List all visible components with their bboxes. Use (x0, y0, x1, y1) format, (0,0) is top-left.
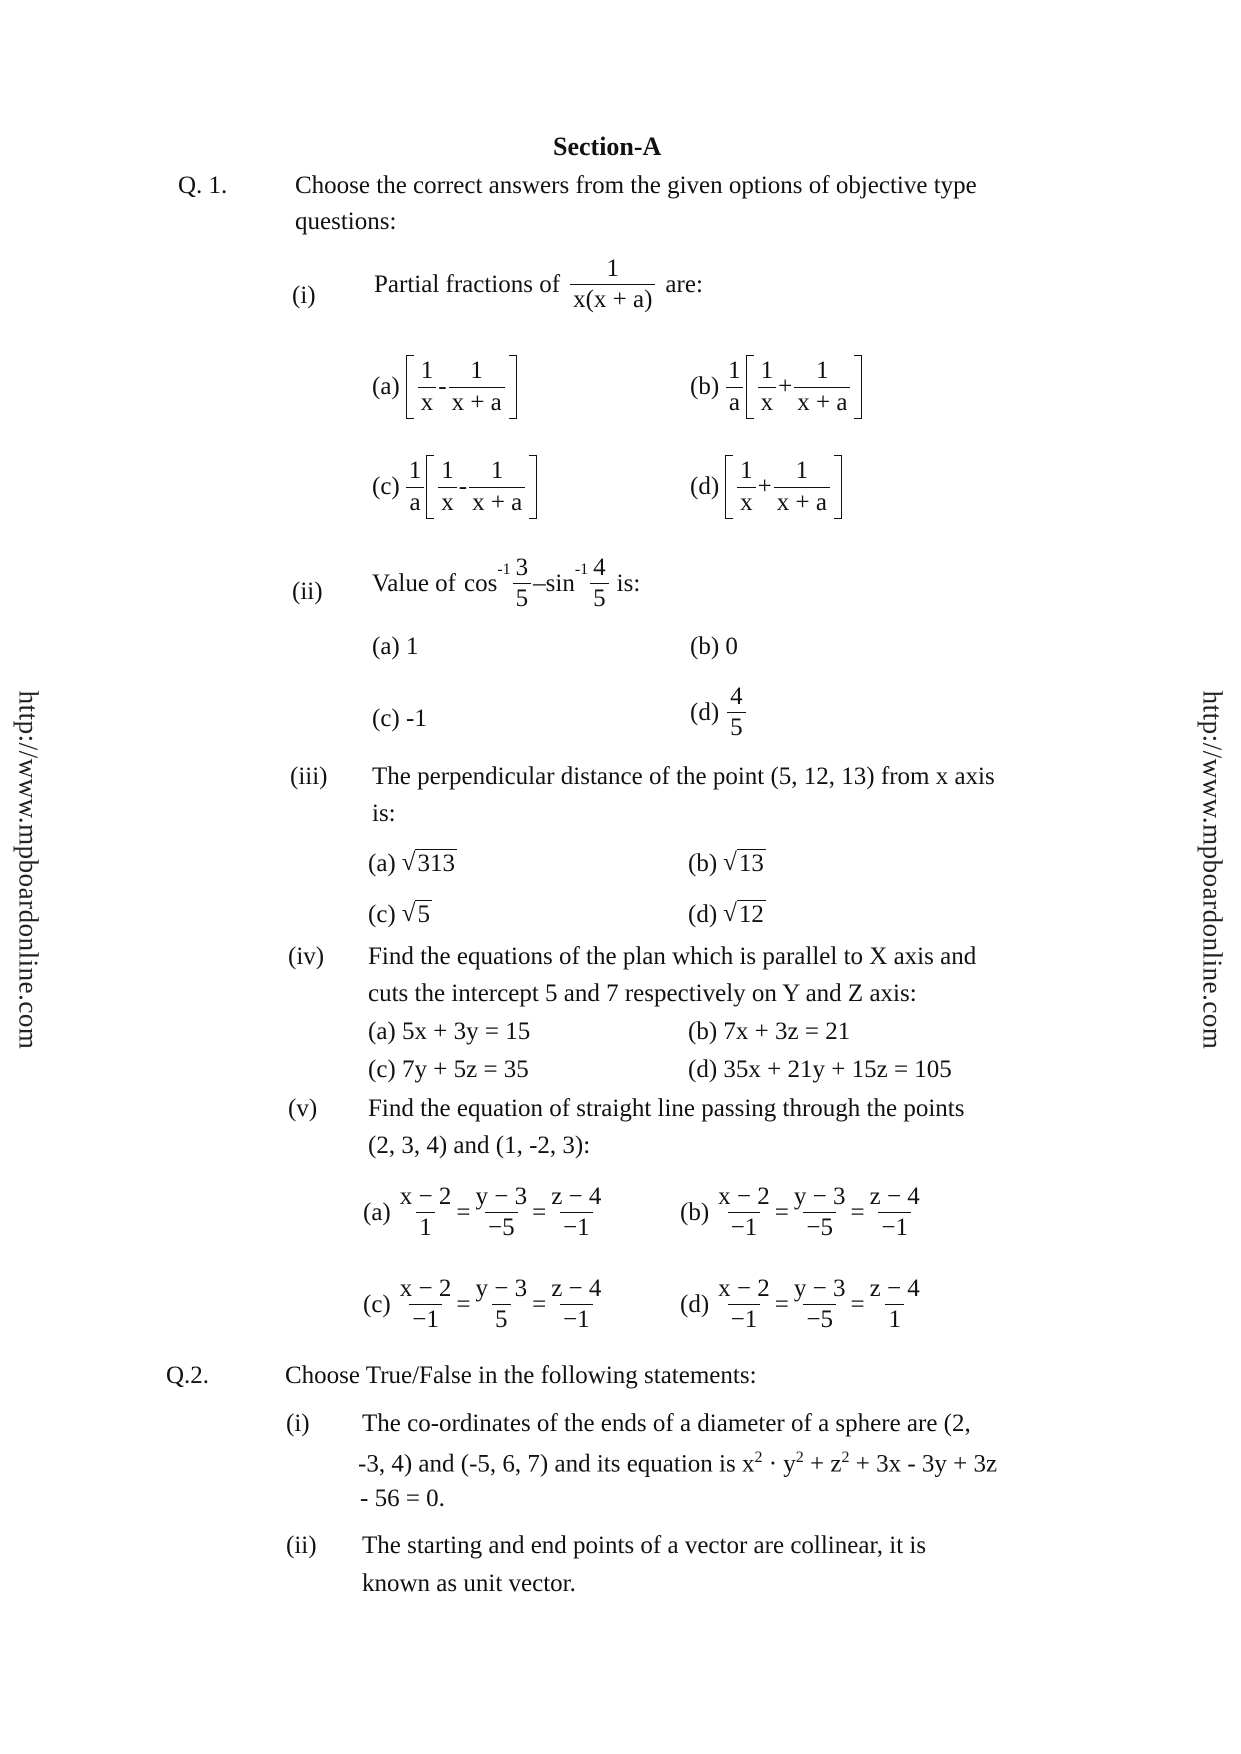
fraction-denominator: −1 (728, 1212, 761, 1241)
fraction-numerator: 4 (593, 554, 606, 581)
operator: + (757, 473, 772, 500)
q1-iii-option-d (688, 900, 766, 929)
equals: = (850, 1290, 865, 1318)
q2-ii-label: (ii) (286, 1532, 317, 1559)
watermark-left: http://www.mpboardonline.com (13, 690, 44, 1050)
fraction (418, 358, 437, 416)
q2-ii-line1: The starting and end points of a vector are collinear, it is (362, 1532, 927, 1559)
option-label: (d) (690, 473, 720, 500)
fraction-numerator: 1 (728, 357, 741, 385)
fraction-denominator: −5 (485, 1212, 518, 1241)
inverse-superscript: -1 (574, 561, 589, 578)
q1-iv-option-c: (c) 7y + 5z = 35 (368, 1056, 529, 1083)
fraction-numerator: y − 3 (793, 1183, 846, 1210)
inverse-superscript: -1 (497, 561, 511, 578)
fraction-denominator: x (438, 487, 457, 516)
fraction (449, 358, 505, 416)
fraction-numerator: 1 (795, 457, 809, 485)
q1-v-option-c (363, 1276, 606, 1334)
radicand: 13 (738, 850, 764, 877)
root-sign: √ (723, 900, 737, 927)
fraction-numerator: 1 (408, 457, 422, 485)
q1-i-label: (i) (292, 282, 316, 309)
q1-ii-text-before: Value of (372, 569, 456, 597)
superscript: 2 (754, 1449, 763, 1466)
fraction (727, 684, 746, 742)
text: + 3x - 3y + 3z (849, 1450, 998, 1478)
fraction-denominator: −1 (878, 1212, 911, 1241)
q1-v-option-b (680, 1184, 925, 1242)
q1-ii-option-d (690, 684, 748, 742)
equals: = (456, 1198, 471, 1226)
q1-iv-text-line1: Find the equations of the plan which is parallel to X axis and (368, 943, 977, 970)
option-label: (d) (680, 1290, 710, 1318)
fraction-numerator: y − 3 (475, 1183, 528, 1210)
q1-i-option-c (372, 455, 537, 519)
option-label: (c) (372, 473, 400, 500)
fraction-denominator: x + a (794, 387, 850, 416)
q2-prompt: Choose True/False in the following statements: (285, 1362, 757, 1389)
fraction-denominator: −1 (409, 1304, 442, 1333)
left-bracket (406, 355, 414, 419)
fraction-numerator: 3 (515, 554, 529, 581)
fraction-numerator: x − 2 (399, 1275, 452, 1302)
fraction (774, 458, 830, 516)
q1-iv-option-b: (b) 7x + 3z = 21 (688, 1018, 851, 1045)
fraction-numerator: 1 (420, 357, 434, 385)
fraction (590, 555, 609, 613)
q1-iv-text-line2: cuts the intercept 5 and 7 respectively on Y and Z axis: (368, 980, 917, 1007)
fraction-denominator: x (758, 387, 777, 416)
fraction-numerator: z − 4 (551, 1183, 602, 1210)
fraction-numerator: z − 4 (869, 1183, 920, 1210)
fraction (715, 1184, 773, 1242)
q2-i-line3: - 56 = 0. (360, 1485, 445, 1512)
fraction-denominator: 5 (727, 712, 746, 741)
q1-number: Q. 1. (178, 172, 228, 199)
q2-i-label: (i) (286, 1410, 310, 1437)
fraction-denominator: x + a (469, 487, 525, 516)
option-label: (c) (363, 1290, 391, 1318)
fraction-denominator: a (406, 487, 423, 516)
q1-prompt-line1: Choose the correct answers from the given options of objective type (295, 172, 977, 199)
fraction (438, 458, 457, 516)
text: -3, 4) and (-5, 6, 7) and its equation is x (358, 1450, 755, 1478)
fraction-denominator: −1 (560, 1212, 593, 1241)
watermark-right: http://www.mpboardonline.com (1197, 690, 1228, 1050)
q2-ii-line2: known as unit vector. (362, 1570, 576, 1597)
q1-iii-option-a (368, 849, 457, 878)
fraction (867, 1184, 923, 1242)
operator: + (778, 373, 793, 400)
right-bracket (509, 355, 517, 419)
fraction (794, 358, 850, 416)
fraction-numerator: 1 (760, 357, 774, 385)
option-label: (a) (368, 849, 396, 877)
fraction (513, 555, 532, 613)
q1-ii-label: (ii) (292, 578, 323, 605)
q1-v-text-line1: Find the equation of straight line passing through the points (368, 1095, 965, 1122)
right-bracket (529, 455, 537, 519)
fraction (867, 1276, 923, 1334)
q1-v-text-line2: (2, 3, 4) and (1, -2, 3): (368, 1132, 591, 1159)
root-sign: √ (401, 900, 416, 927)
q1-ii-option-c: (c) -1 (372, 705, 427, 732)
fraction (472, 1184, 530, 1242)
fraction (725, 358, 744, 416)
fraction-denominator: x(x + a) (570, 284, 655, 313)
q1-iii-text-line2: is: (372, 800, 396, 827)
q1-i-text-after: are: (665, 270, 703, 298)
q1-iv-option-d: (d) 35x + 21y + 15z = 105 (688, 1056, 952, 1083)
fraction (406, 458, 425, 516)
fraction-numerator: x − 2 (399, 1183, 452, 1210)
fraction (397, 1184, 455, 1242)
equals: = (850, 1198, 865, 1226)
fraction-denominator: x + a (774, 487, 830, 516)
fraction (791, 1184, 849, 1242)
fraction-numerator: 1 (816, 357, 829, 385)
fraction-numerator: y − 3 (793, 1275, 846, 1302)
radicand: 313 (417, 850, 455, 877)
radicand: 12 (738, 901, 764, 928)
q1-i-fraction (570, 256, 655, 314)
fraction (469, 458, 525, 516)
fraction-denominator: −5 (803, 1304, 836, 1333)
right-bracket (854, 355, 862, 419)
q1-i-text-before: Partial fractions of (374, 270, 561, 298)
q2-number: Q.2. (166, 1362, 210, 1389)
operator: - (438, 373, 447, 400)
fraction-denominator: −1 (560, 1304, 593, 1333)
root-sign: √ (401, 849, 416, 876)
option-label: (b) (690, 373, 720, 400)
fraction (791, 1276, 849, 1334)
operator: - (458, 473, 468, 500)
option-label: (a) (363, 1198, 391, 1226)
q1-iii-label: (iii) (290, 763, 328, 790)
q1-ii-option-a: (a) 1 (372, 633, 419, 660)
fraction-numerator: 1 (470, 357, 483, 385)
fraction-numerator: 1 (441, 457, 454, 485)
fraction-numerator: x − 2 (718, 1275, 770, 1302)
fraction (548, 1276, 604, 1334)
fraction-numerator: z − 4 (869, 1275, 920, 1302)
q1-i-option-b (690, 355, 862, 419)
fraction-denominator: x (418, 387, 437, 416)
superscript: 2 (841, 1449, 850, 1466)
left-bracket (426, 455, 434, 519)
fraction-numerator: 4 (730, 683, 743, 710)
fraction (472, 1276, 530, 1334)
q1-i-question (374, 256, 703, 314)
q2-i-line2 (358, 1449, 997, 1478)
text: · y (762, 1450, 796, 1478)
fraction-denominator: −1 (728, 1304, 761, 1333)
option-label: (a) (372, 373, 400, 400)
option-label: (d) (688, 900, 718, 928)
fraction-denominator: 5 (492, 1304, 511, 1333)
q1-prompt-line2: questions: (295, 208, 397, 235)
fraction-denominator: 1 (416, 1212, 435, 1241)
square-root (723, 849, 766, 878)
q1-v-option-d (680, 1276, 925, 1334)
fraction (758, 358, 777, 416)
fraction-denominator: x (737, 487, 756, 516)
fraction-denominator: a (726, 387, 743, 416)
square-root (723, 900, 766, 929)
fraction (397, 1276, 455, 1334)
sin-function: sin (545, 569, 575, 597)
fraction-denominator: 5 (513, 583, 532, 612)
q1-ii-option-b: (b) 0 (690, 633, 738, 660)
q1-iii-option-c (368, 900, 432, 929)
equals: = (774, 1198, 789, 1226)
text: + z (803, 1450, 842, 1478)
q1-iii-text-line1: The perpendicular distance of the point (5, 12, 13) from x axis (372, 763, 995, 790)
equals: = (456, 1290, 471, 1318)
cos-function: cos (464, 569, 498, 597)
superscript: 2 (795, 1449, 804, 1466)
q1-ii-text-after: is: (616, 569, 641, 597)
fraction-numerator: y − 3 (475, 1275, 528, 1302)
fraction-denominator: 1 (885, 1304, 904, 1333)
option-label: (b) (680, 1198, 710, 1226)
fraction-numerator: 1 (606, 255, 619, 282)
root-sign: √ (723, 849, 737, 876)
fraction-denominator: x + a (449, 387, 505, 416)
q1-i-option-d (690, 455, 842, 519)
left-bracket (725, 455, 733, 519)
fraction-numerator: 1 (740, 457, 753, 485)
operator: – (533, 569, 546, 597)
radicand: 5 (417, 901, 430, 928)
fraction-numerator: x − 2 (718, 1183, 770, 1210)
fraction (737, 458, 756, 516)
equals: = (774, 1290, 789, 1318)
q1-iv-label: (iv) (288, 943, 325, 970)
q1-i-option-a (372, 355, 517, 419)
fraction-denominator: 5 (590, 583, 609, 612)
equals: = (532, 1290, 547, 1318)
equals: = (532, 1198, 547, 1226)
square-root (402, 849, 457, 878)
option-label: (c) (368, 900, 396, 928)
q1-v-option-a (363, 1184, 606, 1242)
fraction (548, 1184, 604, 1242)
fraction-denominator: −5 (803, 1212, 836, 1241)
left-bracket (746, 355, 754, 419)
fraction-numerator: z − 4 (551, 1275, 602, 1302)
square-root (402, 900, 432, 929)
option-label: (d) (690, 698, 720, 726)
q1-ii-question (372, 555, 640, 613)
section-title: Section-A (553, 132, 662, 161)
q1-iv-option-a: (a) 5x + 3y = 15 (368, 1018, 531, 1045)
fraction (715, 1276, 773, 1334)
q1-v-label: (v) (288, 1095, 318, 1122)
q1-iii-option-b (688, 849, 766, 878)
fraction-numerator: 1 (490, 457, 504, 485)
option-label: (b) (688, 849, 718, 877)
right-bracket (834, 455, 842, 519)
q2-i-line1: The co-ordinates of the ends of a diameter of a sphere are (2, (362, 1410, 971, 1437)
